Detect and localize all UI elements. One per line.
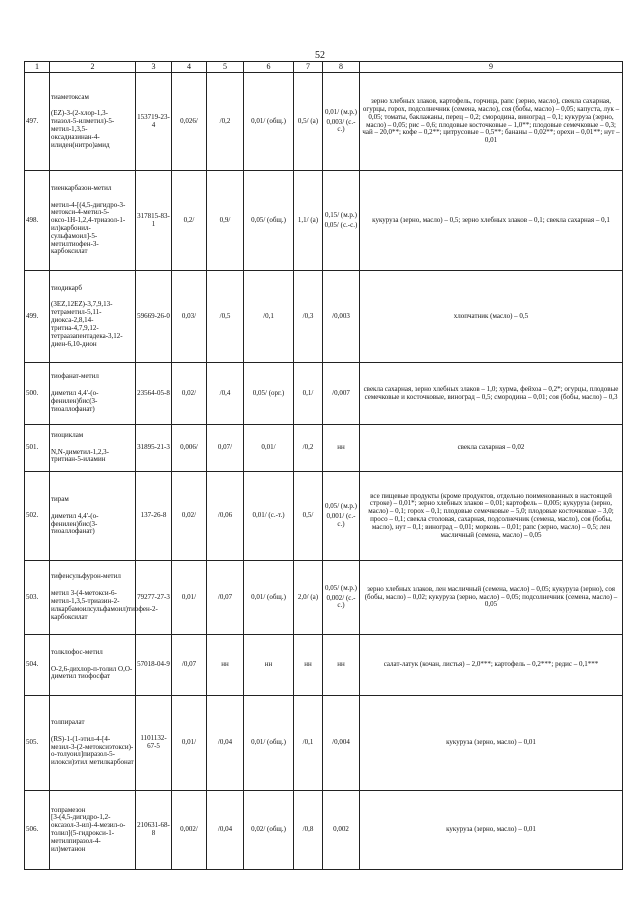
hygiene-standards-table xyxy=(24,61,623,870)
cas-number: 210631-68-8 xyxy=(136,791,172,870)
table-row xyxy=(25,73,623,171)
food-mrl: кукуруза (зерно, масло) – 0,01 xyxy=(360,696,623,791)
row-number: 498. xyxy=(25,171,50,271)
substance-name: тиенкарбазон-метил xyxy=(51,183,112,192)
adi-value: 0,2/ xyxy=(172,171,207,271)
adi-value: 0,02/ xyxy=(172,472,207,561)
workzone-value: /0,2 xyxy=(294,425,323,472)
water-value: /0,1 xyxy=(244,271,294,363)
substance-name: толпиралат xyxy=(51,717,85,726)
row-number: 500. xyxy=(25,363,50,425)
column-header: 2 xyxy=(50,62,136,73)
soil-value: /0,4 xyxy=(207,363,244,425)
air-value-max: /0,004 xyxy=(332,738,350,747)
chemical-name: [3-(4,5-дигидро-1,2-оксазол-3-ил)-4-мезил-о-толил](5-гидрокси-1-метилпиразол-4-ил)метанон xyxy=(51,813,126,853)
air-value-max: 0,002 xyxy=(333,825,349,834)
food-mrl: все пищевые продукты (кроме продуктов, отдельно поименованных в настоящей строке) – 0,01*; зерно хлебных злаков – 0,01; картофель – 0,005; кукуруза (зерно, масло) – 0,1; горох – 0,1; плодовые семечковые – 5,0; плодовые косточковые – 3,0; просо – 0,1; свекла столовая, сахарная, подсолнечник (семена, масло), соя (бобы, масло), нут – 0,1; виноград – 0,01; морковь – 0,01; рапс (зерно, масло) – 0,5; лен масличный (семена, масло) – 0,05 xyxy=(360,472,623,561)
air-cell xyxy=(323,791,360,870)
adi-value: 0,03/ xyxy=(172,271,207,363)
substance-name: тиодикарб xyxy=(51,283,82,292)
water-value: 0,01/ (с.-т.) xyxy=(244,472,294,561)
food-mrl: свекла сахарная – 0,02 xyxy=(360,425,623,472)
water-value: 0,05/ (орг.) xyxy=(244,363,294,425)
air-cell xyxy=(323,472,360,561)
water-value: 0,01/ (общ.) xyxy=(244,73,294,171)
air-value-daily: 0,05/ (с.-с.) xyxy=(324,220,358,229)
adi-value: 0,006/ xyxy=(172,425,207,472)
column-number-header xyxy=(25,62,623,73)
substance-name: тифенсульфурон-метил xyxy=(51,572,121,581)
air-value-max: /0,007 xyxy=(332,388,350,397)
soil-value: /0,06 xyxy=(207,472,244,561)
column-header: 5 xyxy=(207,62,244,73)
substance-cell xyxy=(50,791,136,870)
chemical-name: (EZ)-3-(2-хлор-1,3-тиазол-5-илметил)-5-метил-1,3,5-оксадиазинан-4-илиден(нитро)амид xyxy=(51,109,115,149)
workzone-value: 2,0/ (а) xyxy=(294,561,323,635)
cas-number: 137-26-8 xyxy=(136,472,172,561)
page-number: 52 xyxy=(315,50,325,61)
adi-value: 0,002/ xyxy=(172,791,207,870)
chemical-name: диметил 4,4'-(о-фенилен)бис(3-тиоаллофанат) xyxy=(51,511,99,536)
cas-number: 153719-23-4 xyxy=(136,73,172,171)
food-mrl: зерно хлебных злаков, лен масличный (семена, масло) – 0,05; кукуруза (зерно), соя (бобы, масло) – 0,02; кукуруза (зерно, масло) – 0,05; подсолнечник (семена, масло) – 0,05 xyxy=(360,561,623,635)
table-row xyxy=(25,696,623,791)
column-header: 8 xyxy=(323,62,360,73)
workzone-value: /0,8 xyxy=(294,791,323,870)
cas-number: 57018-04-9 xyxy=(136,635,172,696)
substance-cell xyxy=(50,73,136,171)
substance-cell xyxy=(50,425,136,472)
air-value-max: нн xyxy=(337,660,345,669)
food-mrl: кукуруза (зерно, масло) – 0,01 xyxy=(360,791,623,870)
food-mrl: салат-латук (кочан, листья) – 2,0***; картофель – 0,2***; редис – 0,1*** xyxy=(360,635,623,696)
row-number: 504. xyxy=(25,635,50,696)
row-number: 499. xyxy=(25,271,50,363)
air-value-daily: 0,003/ (с.-с.) xyxy=(326,117,356,134)
workzone-value: нн xyxy=(294,635,323,696)
cas-number: 59669-26-0 xyxy=(136,271,172,363)
substance-name: тиофанат-метил xyxy=(51,372,99,381)
food-mrl: свекла сахарная, зерно хлебных злаков – 1,0; хурма, фейхоа – 0,2*; огурцы, плодовые семечковые и косточковые, виноград – 0,5; смородина – 0,01; соя (бобы, масло) – 0,3 xyxy=(360,363,623,425)
cas-number: 31895-21-3 xyxy=(136,425,172,472)
air-cell xyxy=(323,425,360,472)
adi-value: 0,01/ xyxy=(172,696,207,791)
adi-value: 0,02/ xyxy=(172,363,207,425)
soil-value: /0,04 xyxy=(207,791,244,870)
table-row xyxy=(25,635,623,696)
water-value: 0,05/ (общ.) xyxy=(244,171,294,271)
water-value: 0,01/ xyxy=(244,425,294,472)
row-number: 497. xyxy=(25,73,50,171)
air-value-max: 0,05/ (м.р.) xyxy=(324,502,358,511)
chemical-name: (RS)-1-(1-этил-4-[4-мезил-3-(2-метоксиэтокси)-о-толуоил]пиразол-5-илокси)этил метилкарбонат xyxy=(51,734,134,767)
cas-number: 79277-27-3 xyxy=(136,561,172,635)
food-mrl: кукуруза (зерно, масло) – 0,5; зерно хлебных злаков – 0,1; свекла сахарная – 0,1 xyxy=(360,171,623,271)
air-cell xyxy=(323,271,360,363)
substance-cell xyxy=(50,363,136,425)
substance-cell xyxy=(50,171,136,271)
soil-value: /0,07 xyxy=(207,561,244,635)
soil-value: 0,07/ xyxy=(207,425,244,472)
table-row xyxy=(25,271,623,363)
cas-number: 1101132-67-5 xyxy=(136,696,172,791)
air-value-max: /0,003 xyxy=(332,311,350,320)
workzone-value: 0,5/ (а) xyxy=(294,73,323,171)
substance-cell xyxy=(50,635,136,696)
table-row xyxy=(25,561,623,635)
adi-value: /0,07 xyxy=(172,635,207,696)
air-cell xyxy=(323,73,360,171)
food-mrl: зерно хлебных злаков, картофель, горчица, рапс (зерно, масло), свекла сахарная, огурцы, горох, подсолнечник (семена, масло), соя (бобы, масло) – 0,05; капуста, лук – 0,05; томаты, баклажаны, перец – 0,2; смородина, виноград – 0,1; кукуруза (зерно, масло) – 0,05; рис – 0,6; плодовые косточковые – 1,0**; плодовые семечковые – 0,3; чай – 20,0**; кофе – 0,2**; цитрусовые – 0,5**; бананы – 0,02**; орехи – 0,01**; нут – 0,01 xyxy=(360,73,623,171)
row-number: 501. xyxy=(25,425,50,472)
chemical-name: метил 3-(4-метокси-6-метил-1,3,5-триазин-2-илкарбамоилсульфамоил)тиофен-2-карбоксилат xyxy=(51,589,158,621)
chemical-name: (3EZ,12EZ)-3,7,9,13-тетраметил-5,11-диокса-2,8,14-тритиа-4,7,9,12-тетраазапентадека-3,12-диен-6,10-дион xyxy=(51,300,123,348)
table-row xyxy=(25,171,623,271)
substance-name: тиоциклам xyxy=(51,430,84,439)
workzone-value: /0,3 xyxy=(294,271,323,363)
chemical-name: метил-4-[(4,5-дигидро-3-метокси-4-метил-5-оксо-1H-1,2,4-триазол-1-ил)карбонил-сульфамоил]-5-метилтиофен-3-карбоксилат xyxy=(51,200,126,256)
soil-value: 0,9/ xyxy=(207,171,244,271)
column-header: 9 xyxy=(360,62,623,73)
adi-value: 0,01/ xyxy=(172,561,207,635)
air-cell xyxy=(323,635,360,696)
table-row xyxy=(25,425,623,472)
water-value: 0,01/ (общ.) xyxy=(244,696,294,791)
column-header: 1 xyxy=(25,62,50,73)
column-header: 3 xyxy=(136,62,172,73)
soil-value: /0,5 xyxy=(207,271,244,363)
substance-name: толклофос-метил xyxy=(51,647,103,656)
table-row xyxy=(25,791,623,870)
soil-value: /0,04 xyxy=(207,696,244,791)
substance-cell xyxy=(50,271,136,363)
water-value: 0,01/ (общ.) xyxy=(244,561,294,635)
water-value: нн xyxy=(244,635,294,696)
cas-number: 317815-83-1 xyxy=(136,171,172,271)
air-value-max: 0,15/ (м.р.) xyxy=(324,210,358,219)
column-header: 4 xyxy=(172,62,207,73)
air-value-max: 0,01/ (м.р.) xyxy=(324,107,358,116)
air-cell xyxy=(323,561,360,635)
substance-name: топрамезон xyxy=(51,805,86,814)
column-header: 7 xyxy=(294,62,323,73)
air-cell xyxy=(323,363,360,425)
column-header: 6 xyxy=(244,62,294,73)
row-number: 502. xyxy=(25,472,50,561)
chemical-name: N,N-диметил-1,2,3-тритиан-5-иламин xyxy=(51,447,109,464)
substance-cell xyxy=(50,472,136,561)
water-value: 0,02/ (общ.) xyxy=(244,791,294,870)
row-number: 506. xyxy=(25,791,50,870)
soil-value: /0,2 xyxy=(207,73,244,171)
workzone-value: 1,1/ (а) xyxy=(294,171,323,271)
air-value-daily: 0,002/ (с.-с.) xyxy=(326,593,356,610)
adi-value: 0,026/ xyxy=(172,73,207,171)
food-mrl: хлопчатник (масло) – 0,5 xyxy=(360,271,623,363)
substance-name: тирам xyxy=(51,494,69,503)
workzone-value: 0,1/ xyxy=(294,363,323,425)
substance-cell xyxy=(50,696,136,791)
cas-number: 23564-05-8 xyxy=(136,363,172,425)
chemical-name: О-2,6-дихлор-п-толил О,О-диметил тиофосфат xyxy=(51,664,133,681)
table-row xyxy=(25,363,623,425)
chemical-name: диметил 4,4'-(о-фенилен)бис(3-тиоаллофанат) xyxy=(51,389,99,413)
air-cell xyxy=(323,171,360,271)
workzone-value: /0,1 xyxy=(294,696,323,791)
table-row xyxy=(25,472,623,561)
air-value-max: 0,05/ (м.р.) xyxy=(324,583,358,592)
workzone-value: 0,5/ xyxy=(294,472,323,561)
air-cell xyxy=(323,696,360,791)
row-number: 505. xyxy=(25,696,50,791)
air-value-daily: 0,001/ (с.-с.) xyxy=(326,512,356,528)
air-value-max: нн xyxy=(337,443,345,452)
substance-name: тиаметоксам xyxy=(51,92,89,101)
soil-value: нн xyxy=(207,635,244,696)
row-number: 503. xyxy=(25,561,50,635)
